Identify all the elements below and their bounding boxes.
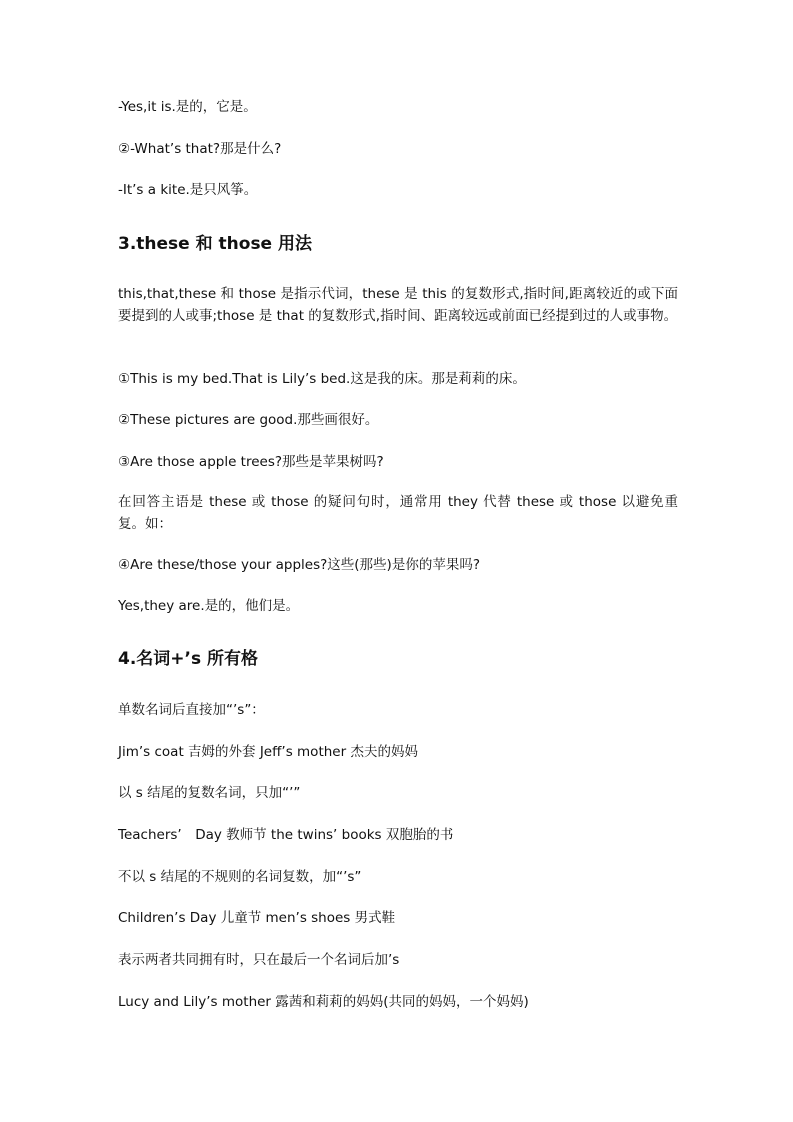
text-line: ②-What’s that?那是什么? bbox=[118, 141, 282, 157]
rule-line: 单数名词后直接加“’s”： bbox=[118, 702, 265, 718]
example-line: ③Are those apple trees?那些是苹果树吗? bbox=[118, 454, 384, 470]
example-line: Lucy and Lily’s mother 露茜和莉莉的妈妈(共同的妈妈，一个妈妈) bbox=[118, 994, 529, 1010]
example-line: ②These pictures are good.那些画很好。 bbox=[118, 412, 379, 428]
section-heading: 3.these 和 those 用法 bbox=[118, 234, 313, 254]
paragraph: 在回答主语是 these 或 those 的疑问句时，通常用 they 代替 these 或 those 以避免重复。如： bbox=[118, 494, 678, 532]
rule-line: 不以 s 结尾的不规则的名词复数，加“’s” bbox=[118, 869, 362, 885]
example-line: ①This is my bed.That is Lily’s bed.这是我的床。那是莉莉的床。 bbox=[118, 371, 526, 387]
example-line: Jim’s coat 吉姆的外套 Jeff’s mother 杰夫的妈妈 bbox=[118, 744, 418, 760]
example-line: Teachers’ Day 教师节 the twins’ books 双胞胎的书 bbox=[118, 827, 454, 843]
example-line: ④Are these/those your apples?这些(那些)是你的苹果吗? bbox=[118, 557, 480, 573]
section-heading: 4.名词+’s 所有格 bbox=[118, 649, 259, 669]
example-line: Children’s Day 儿童节 men’s shoes 男式鞋 bbox=[118, 910, 396, 926]
rule-line: 表示两者共同拥有时，只在最后一个名词后加’s bbox=[118, 952, 400, 968]
paragraph: this,that,these 和 those 是指示代词，these 是 this 的复数形式,指时间,距离较近的或下面要提到的人或事;those 是 that 的复数形式,指时间、距离较远或前面已经提到过的人或事物。 bbox=[118, 286, 678, 324]
rule-line: 以 s 结尾的复数名词，只加“’” bbox=[118, 785, 301, 801]
example-line: Yes,they are.是的，他们是。 bbox=[118, 598, 300, 614]
text-line: -It’s a kite.是只风筝。 bbox=[118, 182, 258, 198]
text-line: -Yes,it is.是的，它是。 bbox=[118, 99, 257, 115]
